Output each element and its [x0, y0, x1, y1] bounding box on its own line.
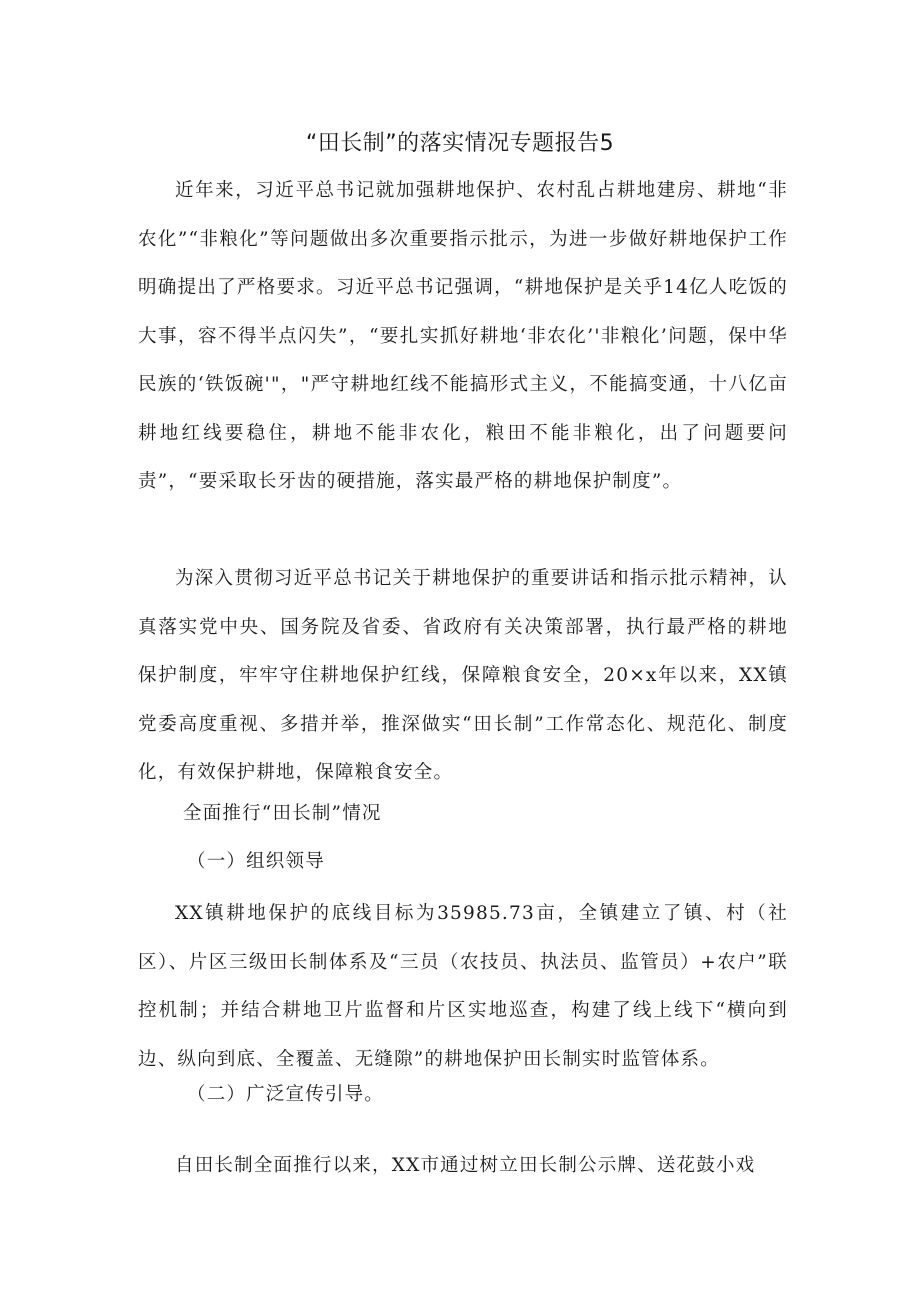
subsection-heading-publicity: （二）广泛宣传引导。 — [187, 1084, 385, 1105]
paragraph-publicity: 自田长制全面推行以来，XX市通过树立田长制公示牌、送花鼓小戏 — [175, 1155, 756, 1176]
paragraph-implementation: 为深入贯彻习近平总书记关于耕地保护的重要讲话和指示批示精神，认真落实党中央、国务院及省委、省政府有关决策部署，执行最严格的耕地保护制度，牢牢守住耕地保护红线，保障粮食安全，20×x年以来，XX镇党委高度重视、多措并举，推深做实“田长制”工作常态化、规范化、制度化，有效保护耕地，保障粮食安全。 — [138, 568, 788, 783]
section-heading-promotion: 全面推行“田长制”情况 — [183, 803, 382, 824]
subsection-heading-organization: （一）组织领导 — [187, 851, 325, 872]
paragraph-intro: 近年来，习近平总书记就加强耕地保护、农村乱占耕地建房、耕地“非农化”“非粮化”等问题做出多次重要指示批示，为进一步做好耕地保护工作明确提出了严格要求。习近平总书记强调，“耕地保护是关乎14亿人吃饭的大事，容不得半点闪失”，“要扎实抓好耕地‘非农化’'非粮化’问题，保中华民族的‘铁饭碗'"，"严守耕地红线不能搞形式主义，不能搞变通，十八亿亩耕地红线要稳住，耕地不能非农化，粮田不能非粮化，出了问题要问责”，“要采取长牙齿的硬措施，落实最严格的耕地保护制度”。 — [138, 180, 788, 492]
document-title: “田长制”的落实情况专题报告5 — [305, 131, 615, 156]
paragraph-organization: XX镇耕地保护的底线目标为35985.73亩，全镇建立了镇、村（社区）、片区三级田长制体系及“三员（农技员、执法员、监管员）+农户”联控机制；并结合耕地卫片监督和片区实地巡查，构建了线上线下“横向到边、纵向到底、全覆盖、无缝隙”的耕地保护田长制实时监管体系。 — [138, 903, 788, 1070]
